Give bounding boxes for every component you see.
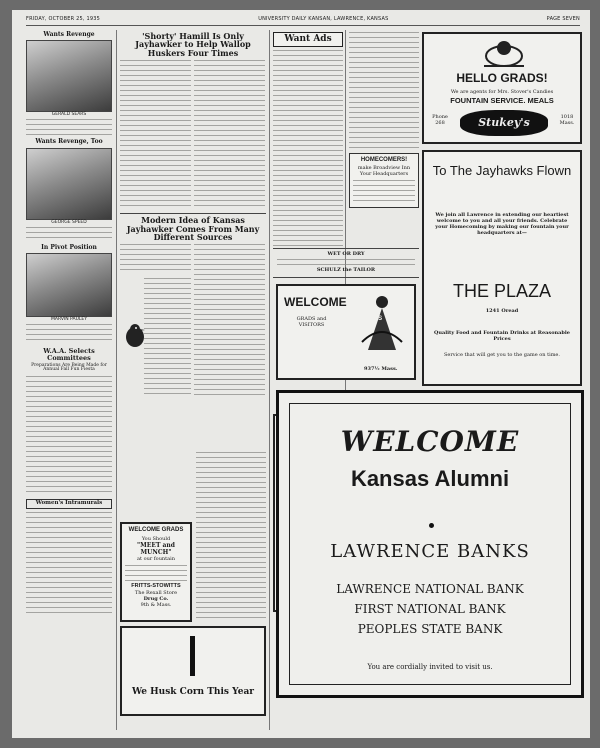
player-photo-sears — [26, 40, 112, 112]
jayhawker-story-col-a — [120, 244, 191, 274]
hello-line2: FOUNTAIN SERVICE. MEALS — [450, 96, 554, 105]
bank-divider-dot — [429, 523, 434, 528]
jayhawker-headline: Modern Idea of Kansas Jayhawker Comes From Many Different Sources — [126, 215, 260, 242]
fritts-ad-line3: at our fountain — [137, 555, 175, 562]
fritts-ad-title: WELCOME GRADS — [128, 527, 184, 533]
smiths-label: SMITH'S — [358, 316, 383, 322]
plaza-line1: Quality Food and Fountain Drinks at Reasonable Prices — [434, 330, 570, 342]
husk-corn-ad — [120, 626, 266, 716]
smiths-address: 937½ Mass. — [364, 366, 398, 372]
fritts-ad-copy — [125, 565, 187, 581]
waa-headline: W.A.A. Selects Committees — [43, 346, 95, 362]
player-photo-speed — [26, 148, 112, 220]
page-header — [26, 16, 580, 26]
smiths-dancer-illustration — [354, 292, 410, 352]
photo3-caption: MARVIN PAULEY — [51, 316, 87, 322]
plaza-line2: Service that will get you to the game on time. — [443, 352, 560, 358]
caption-text-block — [26, 324, 112, 344]
plaza-address: 1241 Oread — [485, 308, 519, 314]
player-photo-pauley — [26, 253, 112, 317]
column-3 — [273, 32, 343, 250]
photo2-headline: Wants Revenge, Too — [35, 138, 103, 146]
plaza-ad — [422, 150, 582, 386]
bank-kansas-alumni: Kansas Alumni — [350, 466, 510, 491]
lawrence-banks-ad — [276, 390, 584, 698]
stukeys-mascot-illustration — [474, 38, 534, 68]
fritts-store-type: Drug Co. — [143, 595, 169, 602]
intramurals-box — [26, 499, 112, 509]
jayhawk-mascot-icon — [124, 322, 146, 348]
bank-lawrence-national: LAWRENCE NATIONAL BANK — [336, 582, 524, 596]
broadview-ad-copy — [353, 180, 415, 204]
jayhawks-body: We join all Lawrence in extending our heartiest welcome to you and all your friends. Celebrate your Homecoming by making our fountain your headquarters at— — [435, 212, 569, 236]
column-2 — [120, 31, 266, 697]
hamill-headline: 'Shorty' Hamill Is Only Jayhawker to Help Wallop Huskers Four Times — [135, 31, 251, 58]
smiths-welcome: WELCOME — [284, 295, 347, 309]
caption-text-block — [26, 227, 112, 241]
bank-lawrence-banks: LAWRENCE BANKS — [330, 541, 530, 562]
intramurals-headline: Women's Intramurals — [35, 499, 103, 506]
jayhawker-story-col-b — [194, 244, 265, 399]
homecomers-headline: HOMECOMERS! — [360, 157, 408, 163]
newspaper-page — [12, 10, 590, 738]
bank-first-national: FIRST NATIONAL BANK — [354, 602, 506, 616]
column-1 — [26, 32, 112, 616]
fritts-ad-line2: "MEET and MUNCH" — [137, 542, 175, 556]
jayhawker-story-col-a2 — [144, 278, 191, 398]
caption-text-block — [26, 119, 112, 135]
want-ads-banner — [273, 32, 343, 47]
fritts-store-sub: The Rexall Store — [134, 589, 178, 596]
schulz-tailor-ad — [273, 248, 419, 278]
stukeys-ad — [422, 32, 582, 144]
intramurals-body — [26, 512, 112, 616]
hello-phone: Phone 268 — [432, 114, 448, 126]
column-rule — [116, 30, 117, 730]
photo1-caption: GERALD SEARS — [51, 112, 87, 118]
corn-graphic-bar — [190, 636, 195, 676]
intramural-results-text — [196, 452, 266, 622]
bank-invite: You are cordially invited to visit us. — [367, 663, 493, 671]
tailor-headline: WET OR DRY — [327, 251, 365, 257]
classified-listings — [349, 32, 419, 150]
want-ads-listings — [273, 50, 343, 250]
fritts-store-name: FRITTS-STOWITTS — [131, 582, 181, 589]
smiths-welcome-sub: GRADS and VISITORS — [296, 316, 327, 328]
header-date: FRIDAY, OCTOBER 25, 1935 — [26, 16, 100, 22]
tailor-name: SCHULZ the TAILOR — [316, 267, 376, 273]
husk-corn-text: We Husk Corn This Year — [131, 687, 255, 697]
broadview-inn-ad — [349, 153, 419, 208]
want-ads-headline: Want Ads — [284, 34, 332, 44]
tailor-copy — [277, 259, 415, 267]
plaza-title: THE PLAZA — [452, 281, 552, 301]
stukeys-logo: Stukey's — [460, 110, 548, 136]
hamill-story-col-b — [194, 60, 265, 210]
waa-story-body — [26, 376, 112, 496]
header-masthead: UNIVERSITY DAILY KANSAN, LAWRENCE, KANSAS — [258, 16, 389, 22]
hello-line1: We are agents for Mrs. Stover's Candies — [450, 89, 554, 95]
column-4 — [349, 32, 419, 208]
hamill-story-col-a — [120, 60, 191, 210]
fritts-store-address: 9th & Mass. — [140, 601, 172, 608]
column-rule — [269, 30, 270, 730]
bank-welcome: WELCOME — [340, 425, 520, 458]
photo1-headline: Wants Revenge — [43, 31, 95, 38]
photo2-caption: GEORGE SPEED — [51, 219, 87, 225]
hello-grads-title: HELLO GRADS! — [456, 71, 548, 85]
photo3-headline: In Pivot Position — [41, 243, 97, 251]
header-page-number: PAGE SEVEN — [546, 16, 580, 22]
bank-peoples-state: PEOPLES STATE BANK — [357, 622, 503, 636]
homecomers-sub: make Broadview Inn Your Headquarters — [357, 165, 411, 178]
fritts-ad-line1: You Should — [141, 536, 171, 543]
jayhawks-flown-title: To The Jayhawks Flown — [432, 163, 572, 178]
smiths-welcome-ad — [276, 284, 416, 380]
fritts-stowitts-ad — [120, 522, 192, 622]
hello-address: 1018 Mass. — [559, 114, 575, 126]
waa-subhead: Preparations Are Being Made for Annual Fall Fun Fiesta — [31, 362, 107, 373]
